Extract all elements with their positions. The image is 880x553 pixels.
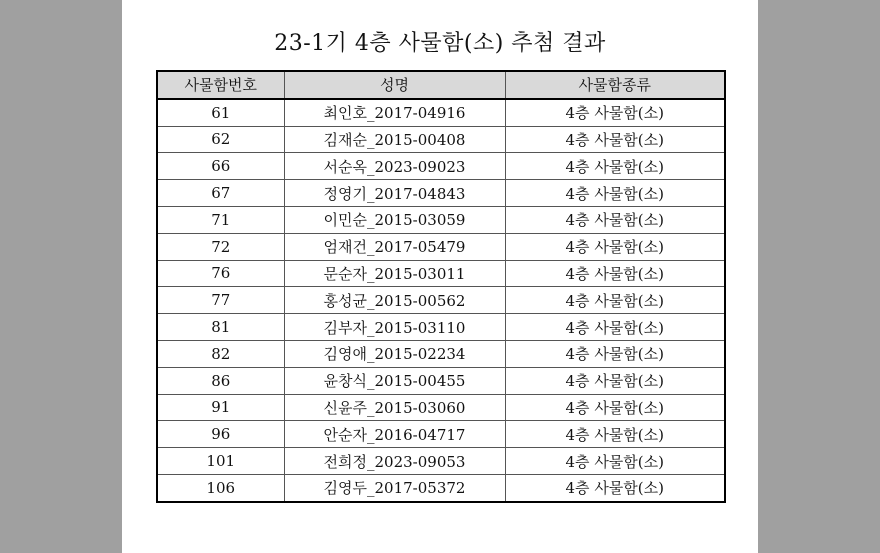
cell-locker-type: 4층 사물함(소) <box>505 180 725 207</box>
cell-name: 안순자_2016-04717 <box>284 421 505 448</box>
cell-locker-type: 4층 사물함(소) <box>505 340 725 367</box>
cell-locker-number: 67 <box>157 180 284 207</box>
cell-name: 문순자_2015-03011 <box>284 260 505 287</box>
cell-locker-number: 91 <box>157 394 284 421</box>
cell-name: 윤창식_2015-00455 <box>284 367 505 394</box>
cell-locker-type: 4층 사물함(소) <box>505 394 725 421</box>
table-row <box>157 233 725 260</box>
cell-name: 김영두_2017-05372 <box>284 474 505 501</box>
cell-name: 엄재건_2017-05479 <box>284 233 505 260</box>
cell-name: 서순옥_2023-09023 <box>284 153 505 180</box>
cell-locker-type: 4층 사물함(소) <box>505 474 725 501</box>
cell-locker-type: 4층 사물함(소) <box>505 448 725 475</box>
cell-locker-type: 4층 사물함(소) <box>505 233 725 260</box>
cell-locker-number: 62 <box>157 126 284 153</box>
cell-locker-type: 4층 사물함(소) <box>505 287 725 314</box>
cell-name: 김재순_2015-00408 <box>284 126 505 153</box>
cell-name: 김영애_2015-02234 <box>284 340 505 367</box>
column-header-number: 사물함번호 <box>157 71 284 99</box>
cell-locker-number: 101 <box>157 448 284 475</box>
cell-locker-number: 81 <box>157 314 284 341</box>
cell-name: 김부자_2015-03110 <box>284 314 505 341</box>
table-row <box>157 314 725 341</box>
table-row <box>157 394 725 421</box>
cell-locker-number: 77 <box>157 287 284 314</box>
cell-locker-number: 96 <box>157 421 284 448</box>
cell-locker-number: 82 <box>157 340 284 367</box>
column-header-name: 성명 <box>284 71 505 99</box>
result-table <box>156 70 726 503</box>
cell-locker-number: 86 <box>157 367 284 394</box>
table-row <box>157 474 725 501</box>
cell-locker-number: 106 <box>157 474 284 501</box>
column-header-type: 사물함종류 <box>505 71 725 99</box>
table-row <box>157 126 725 153</box>
cell-name: 홍성균_2015-00562 <box>284 287 505 314</box>
cell-locker-type: 4층 사물함(소) <box>505 421 725 448</box>
table-row <box>157 206 725 233</box>
table-row <box>157 367 725 394</box>
table-header-row <box>157 71 725 99</box>
table-row <box>157 260 725 287</box>
cell-locker-type: 4층 사물함(소) <box>505 367 725 394</box>
table-body <box>157 99 725 502</box>
cell-locker-number: 76 <box>157 260 284 287</box>
cell-locker-type: 4층 사물함(소) <box>505 260 725 287</box>
cell-name: 전희정_2023-09053 <box>284 448 505 475</box>
cell-locker-number: 61 <box>157 99 284 126</box>
cell-locker-type: 4층 사물함(소) <box>505 153 725 180</box>
cell-name: 정영기_2017-04843 <box>284 180 505 207</box>
table-row <box>157 421 725 448</box>
cell-name: 신윤주_2015-03060 <box>284 394 505 421</box>
table-row <box>157 153 725 180</box>
page-title: 23-1기 4층 사물함(소) 추첨 결과 <box>274 31 606 56</box>
cell-locker-type: 4층 사물함(소) <box>505 314 725 341</box>
cell-locker-number: 72 <box>157 233 284 260</box>
cell-locker-number: 66 <box>157 153 284 180</box>
table-row <box>157 448 725 475</box>
cell-name: 이민순_2015-03059 <box>284 206 505 233</box>
cell-name: 최인호_2017-04916 <box>284 99 505 126</box>
cell-locker-type: 4층 사물함(소) <box>505 126 725 153</box>
table-row <box>157 180 725 207</box>
cell-locker-type: 4층 사물함(소) <box>505 206 725 233</box>
table-row <box>157 99 725 126</box>
cell-locker-number: 71 <box>157 206 284 233</box>
table-row <box>157 340 725 367</box>
document-page <box>122 0 758 553</box>
table-row <box>157 287 725 314</box>
cell-locker-type: 4층 사물함(소) <box>505 99 725 126</box>
